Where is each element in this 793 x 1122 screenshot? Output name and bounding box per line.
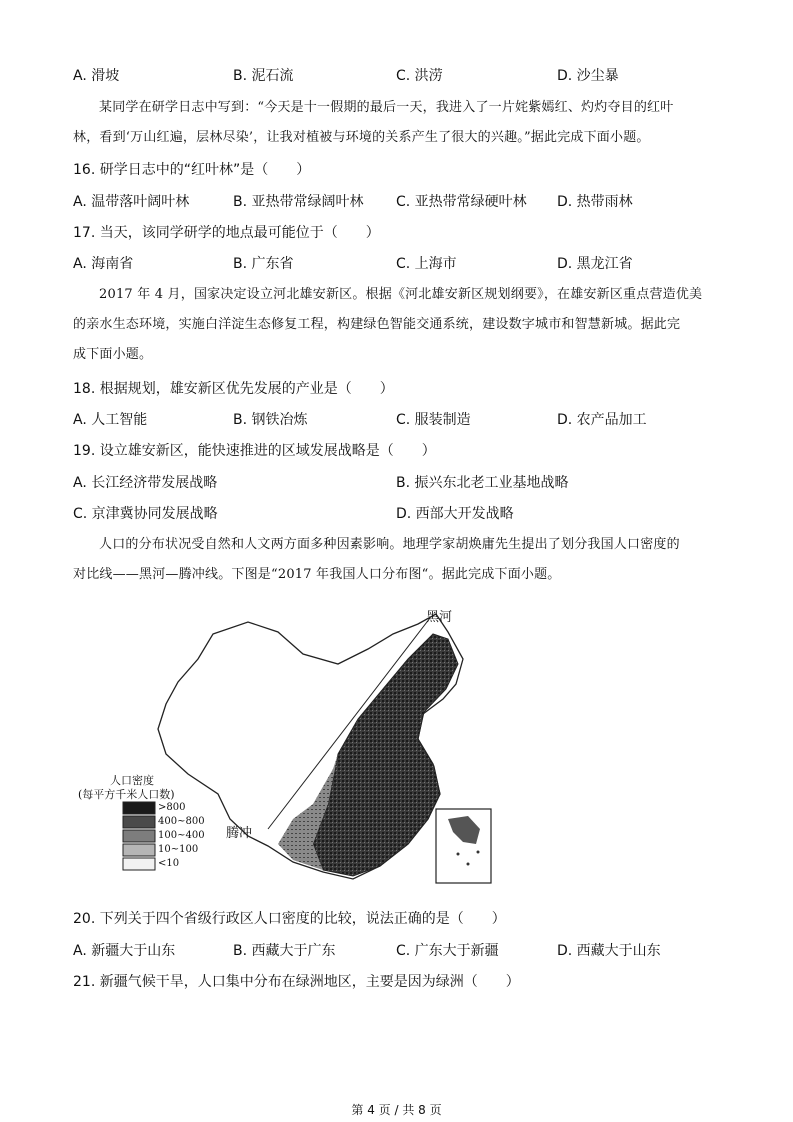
legend-swatch-1 [123,802,155,814]
q17-stem: 17. 当天，该同学研学的地点最可能位于（ ） [73,225,380,241]
q18-option-a: A. 人工智能 [73,412,148,428]
q20-stem: 20. 下列关于四个省级行政区人口密度的比较，说法正确的是（ ） [73,911,506,927]
passage2-line3: 成下面小题。 [73,347,153,362]
legend-label-5: <10 [158,858,180,869]
q20-option-c: C. 广东大于新疆 [396,943,499,959]
legend-label-3: 100~400 [158,830,205,841]
label-heihe: 黑河 [426,610,453,625]
q17-option-d: D. 黑龙江省 [557,256,633,272]
legend-swatch-5 [123,858,155,870]
label-tengchong: 腾冲 [226,826,253,841]
q20-option-a: A. 新疆大于山东 [73,943,176,959]
q21-stem: 21. 新疆气候干旱，人口集中分布在绿洲地区，主要是因为绿洲（ ） [73,974,520,990]
q15-option-a: A. 滑坡 [73,68,120,84]
passage2-line1: 2017 年 4 月，国家决定设立河北雄安新区。根据《河北雄安新区规划纲要》，在雄安新区重点营造优美 [99,287,703,302]
passage1-line1: 某同学在研学日志中写到：“今天是十一假期的最后一天，我进入了一片姹紫嫣红、灼灼夺目的红叶 [99,100,674,115]
q18-stem: 18. 根据规划，雄安新区优先发展的产业是（ ） [73,381,394,397]
q16-option-b: B. 亚热带常绿阔叶林 [233,194,364,210]
legend-label-4: 10~100 [158,844,199,855]
population-map-figure [78,604,498,886]
q18-option-b: B. 钢铁冶炼 [233,412,308,428]
passage2-line2: 的亲水生态环境，实施白洋淀生态修复工程，构建绿色智能交通系统，建设数字城市和智慧新城。据此完 [73,317,681,332]
q19-option-a: A. 长江经济带发展战略 [73,475,218,491]
q20-option-b: B. 西藏大于广东 [233,943,336,959]
q15-option-c: C. 洪涝 [396,68,443,84]
q15-option-d: D. 沙尘暴 [557,68,619,84]
passage3-line1: 人口的分布状况受自然和人文两方面多种因素影响。地理学家胡焕庸先生提出了划分我国人口密度的 [99,537,680,552]
q19-option-c: C. 京津冀协同发展战略 [73,506,218,522]
legend-label-1: >800 [158,802,186,813]
q19-option-d: D. 西部大开发战略 [396,506,514,522]
q15-option-b: B. 泥石流 [233,68,294,84]
q19-option-b: B. 振兴东北老工业基地战略 [396,475,569,491]
legend-unit: (每平方千米人口数) [78,788,175,801]
q17-option-c: C. 上海市 [396,256,457,272]
legend-swatches [123,802,155,870]
q17-option-b: B. 广东省 [233,256,294,272]
q16-option-c: C. 亚热带常绿硬叶林 [396,194,527,210]
q18-option-c: C. 服装制造 [396,412,471,428]
q18-option-d: D. 农产品加工 [557,412,647,428]
q16-option-a: A. 温带落叶阔叶林 [73,194,190,210]
legend-swatch-2 [123,816,155,828]
q19-stem: 19. 设立雄安新区，能快速推进的区域发展战略是（ ） [73,443,436,459]
q16-stem: 16. 研学日志中的“红叶林”是（ ） [73,162,311,178]
legend-label-2: 400~800 [158,816,205,827]
passage1-line2: 林，看到‘万山红遍，层林尽染’，让我对植被与环境的关系产生了很大的兴趣。”据此完成下面小题。 [73,130,650,145]
legend-swatch-3 [123,830,155,842]
legend-swatch-4 [123,844,155,856]
legend-title: 人口密度 [110,774,154,787]
passage3-line2: 对比线——黑河—腾冲线。下图是“2017 年我国人口分布图“。据此完成下面小题。 [73,567,561,582]
q20-option-d: D. 西藏大于山东 [557,943,661,959]
q16-option-d: D. 热带雨林 [557,194,633,210]
q17-option-a: A. 海南省 [73,256,134,272]
page-footer: 第 4 页 / 共 8 页 [351,1103,442,1117]
